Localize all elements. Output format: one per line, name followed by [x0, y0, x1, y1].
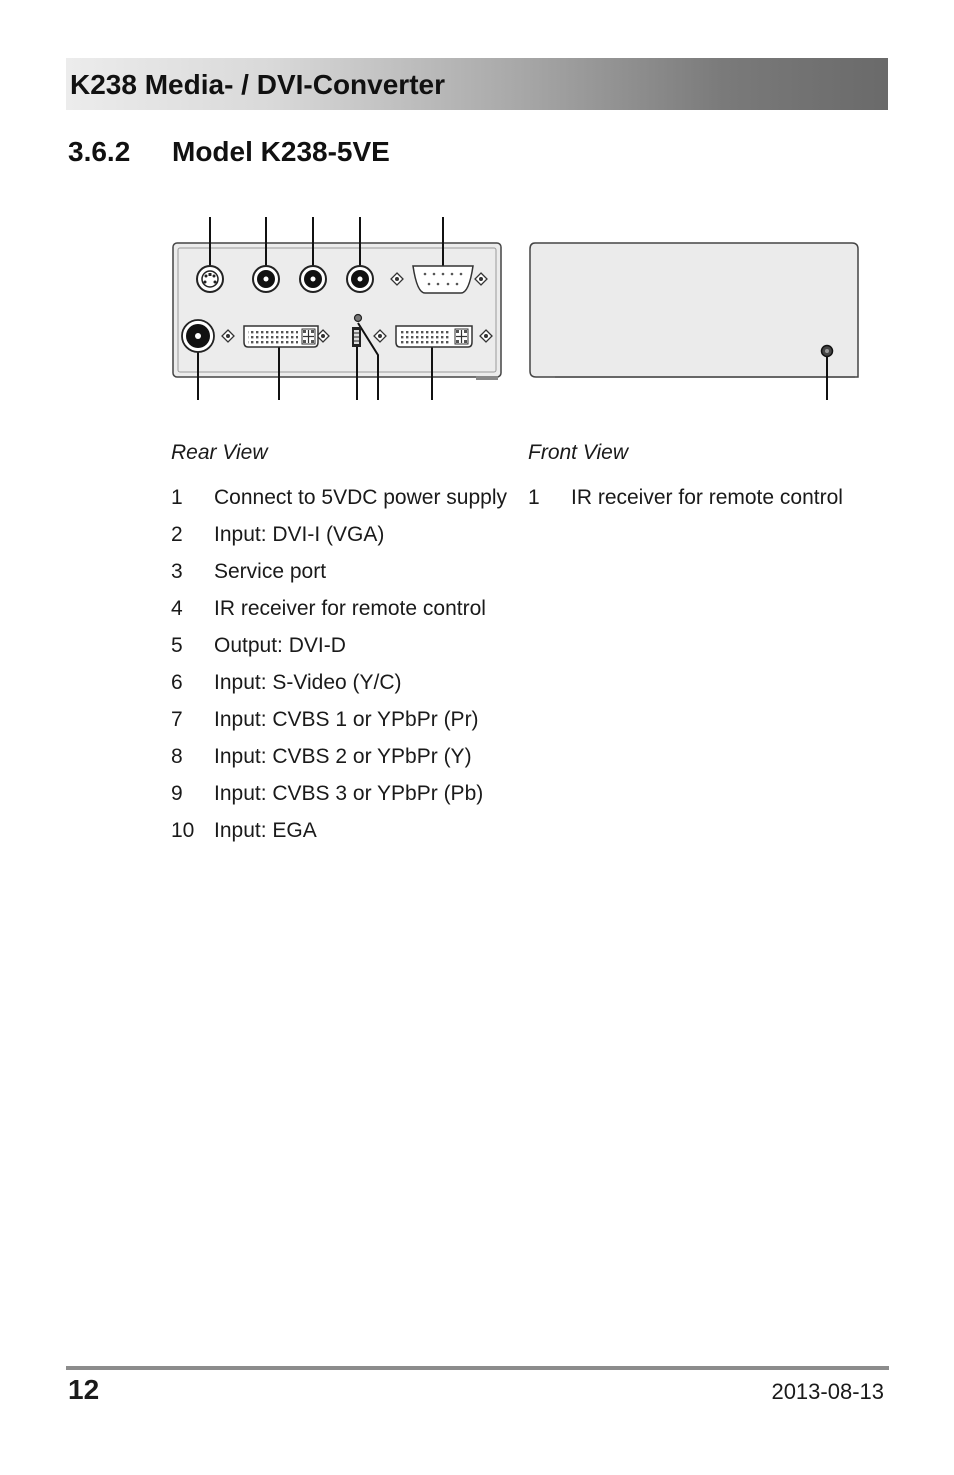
ir-receiver-icon — [355, 315, 362, 322]
footer-rule — [66, 1366, 889, 1370]
section-number: 3.6.2 — [68, 136, 131, 167]
front-panel — [530, 243, 858, 400]
list-item — [171, 556, 511, 587]
rear-view-list — [171, 482, 511, 846]
item-text: Input: S-Video (Y/C) — [214, 671, 402, 694]
front-view-list — [528, 482, 868, 513]
item-text: Service port — [214, 560, 327, 583]
page-number: 12 — [68, 1374, 100, 1405]
item-text: IR receiver for remote control — [571, 486, 843, 509]
page-date: 2013-08-13 — [771, 1379, 884, 1404]
front-view-legend — [528, 440, 868, 519]
rca-jack-icon — [253, 266, 279, 292]
item-number: 7 — [171, 708, 183, 731]
device-diagram — [160, 205, 880, 410]
item-number: 3 — [171, 560, 183, 583]
rear-view-legend — [171, 440, 511, 852]
list-item — [528, 482, 868, 513]
front-view-title: Front View — [528, 441, 628, 464]
item-text: Connect to 5VDC power supply — [214, 486, 507, 509]
list-item — [171, 667, 511, 698]
rear-view-title: Rear View — [171, 441, 268, 464]
list-item — [171, 815, 511, 846]
item-text: Input: CVBS 1 or YPbPr (Pr) — [214, 708, 479, 731]
item-number: 10 — [171, 819, 195, 842]
item-number: 4 — [171, 597, 183, 620]
item-text: Input: DVI-I (VGA) — [214, 523, 385, 546]
list-item — [171, 704, 511, 735]
item-number: 1 — [171, 486, 183, 509]
list-item — [171, 519, 511, 550]
list-item — [171, 630, 511, 661]
power-jack-icon — [182, 320, 214, 352]
header-title: K238 Media- / DVI-Converter — [70, 69, 445, 100]
item-text: Input: CVBS 3 or YPbPr (Pb) — [214, 782, 484, 805]
item-number: 2 — [171, 523, 183, 546]
item-number: 1 — [528, 486, 540, 509]
service-port-icon — [352, 327, 361, 347]
section-heading — [68, 136, 390, 168]
list-item — [171, 741, 511, 772]
item-number: 5 — [171, 634, 183, 657]
rca-jack-icon — [347, 266, 373, 292]
item-text: IR receiver for remote control — [214, 597, 486, 620]
header-bar — [66, 58, 888, 110]
device-figure — [160, 205, 880, 410]
list-item — [171, 778, 511, 809]
rca-jack-icon — [300, 266, 326, 292]
item-number: 8 — [171, 745, 183, 768]
item-text: Input: CVBS 2 or YPbPr (Y) — [214, 745, 472, 768]
rear-panel — [173, 217, 501, 400]
item-text: Input: EGA — [214, 819, 317, 842]
item-number: 9 — [171, 782, 183, 805]
item-number: 6 — [171, 671, 183, 694]
item-text: Output: DVI-D — [214, 634, 346, 657]
list-item — [171, 482, 511, 513]
section-title: Model K238-5VE — [172, 136, 390, 167]
svideo-port-icon — [197, 266, 223, 292]
list-item — [171, 593, 511, 624]
